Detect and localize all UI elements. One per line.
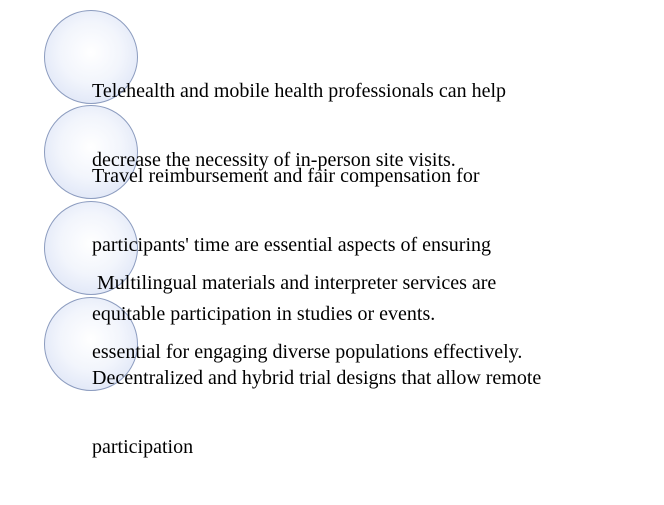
- bullet-text-2-line-1: Travel reimbursement and fair compensation for: [92, 165, 480, 187]
- bullet-text-1-line-2: decrease the necessity of in-person site visits.: [92, 149, 456, 171]
- bullet-text-1-line-1: Telehealth and mobile health professionals can help: [92, 80, 507, 102]
- bullet-text-4-line-2: participation: [92, 436, 194, 458]
- bullet-text-4-line-1: Decentralized and hybrid trial designs that allow remote: [92, 367, 542, 389]
- bullet-text-2-line-3: equitable participation in studies or events.: [92, 303, 436, 325]
- bullet-text-3-line-1: Multilingual materials and interpreter services are: [92, 272, 497, 294]
- bullet-text-2-line-2: participants' time are essential aspects of ensuring: [92, 234, 492, 256]
- bullet-text-4: [92, 321, 541, 505]
- bullet-text-3-line-2: essential for engaging diverse populations effectively.: [92, 341, 523, 363]
